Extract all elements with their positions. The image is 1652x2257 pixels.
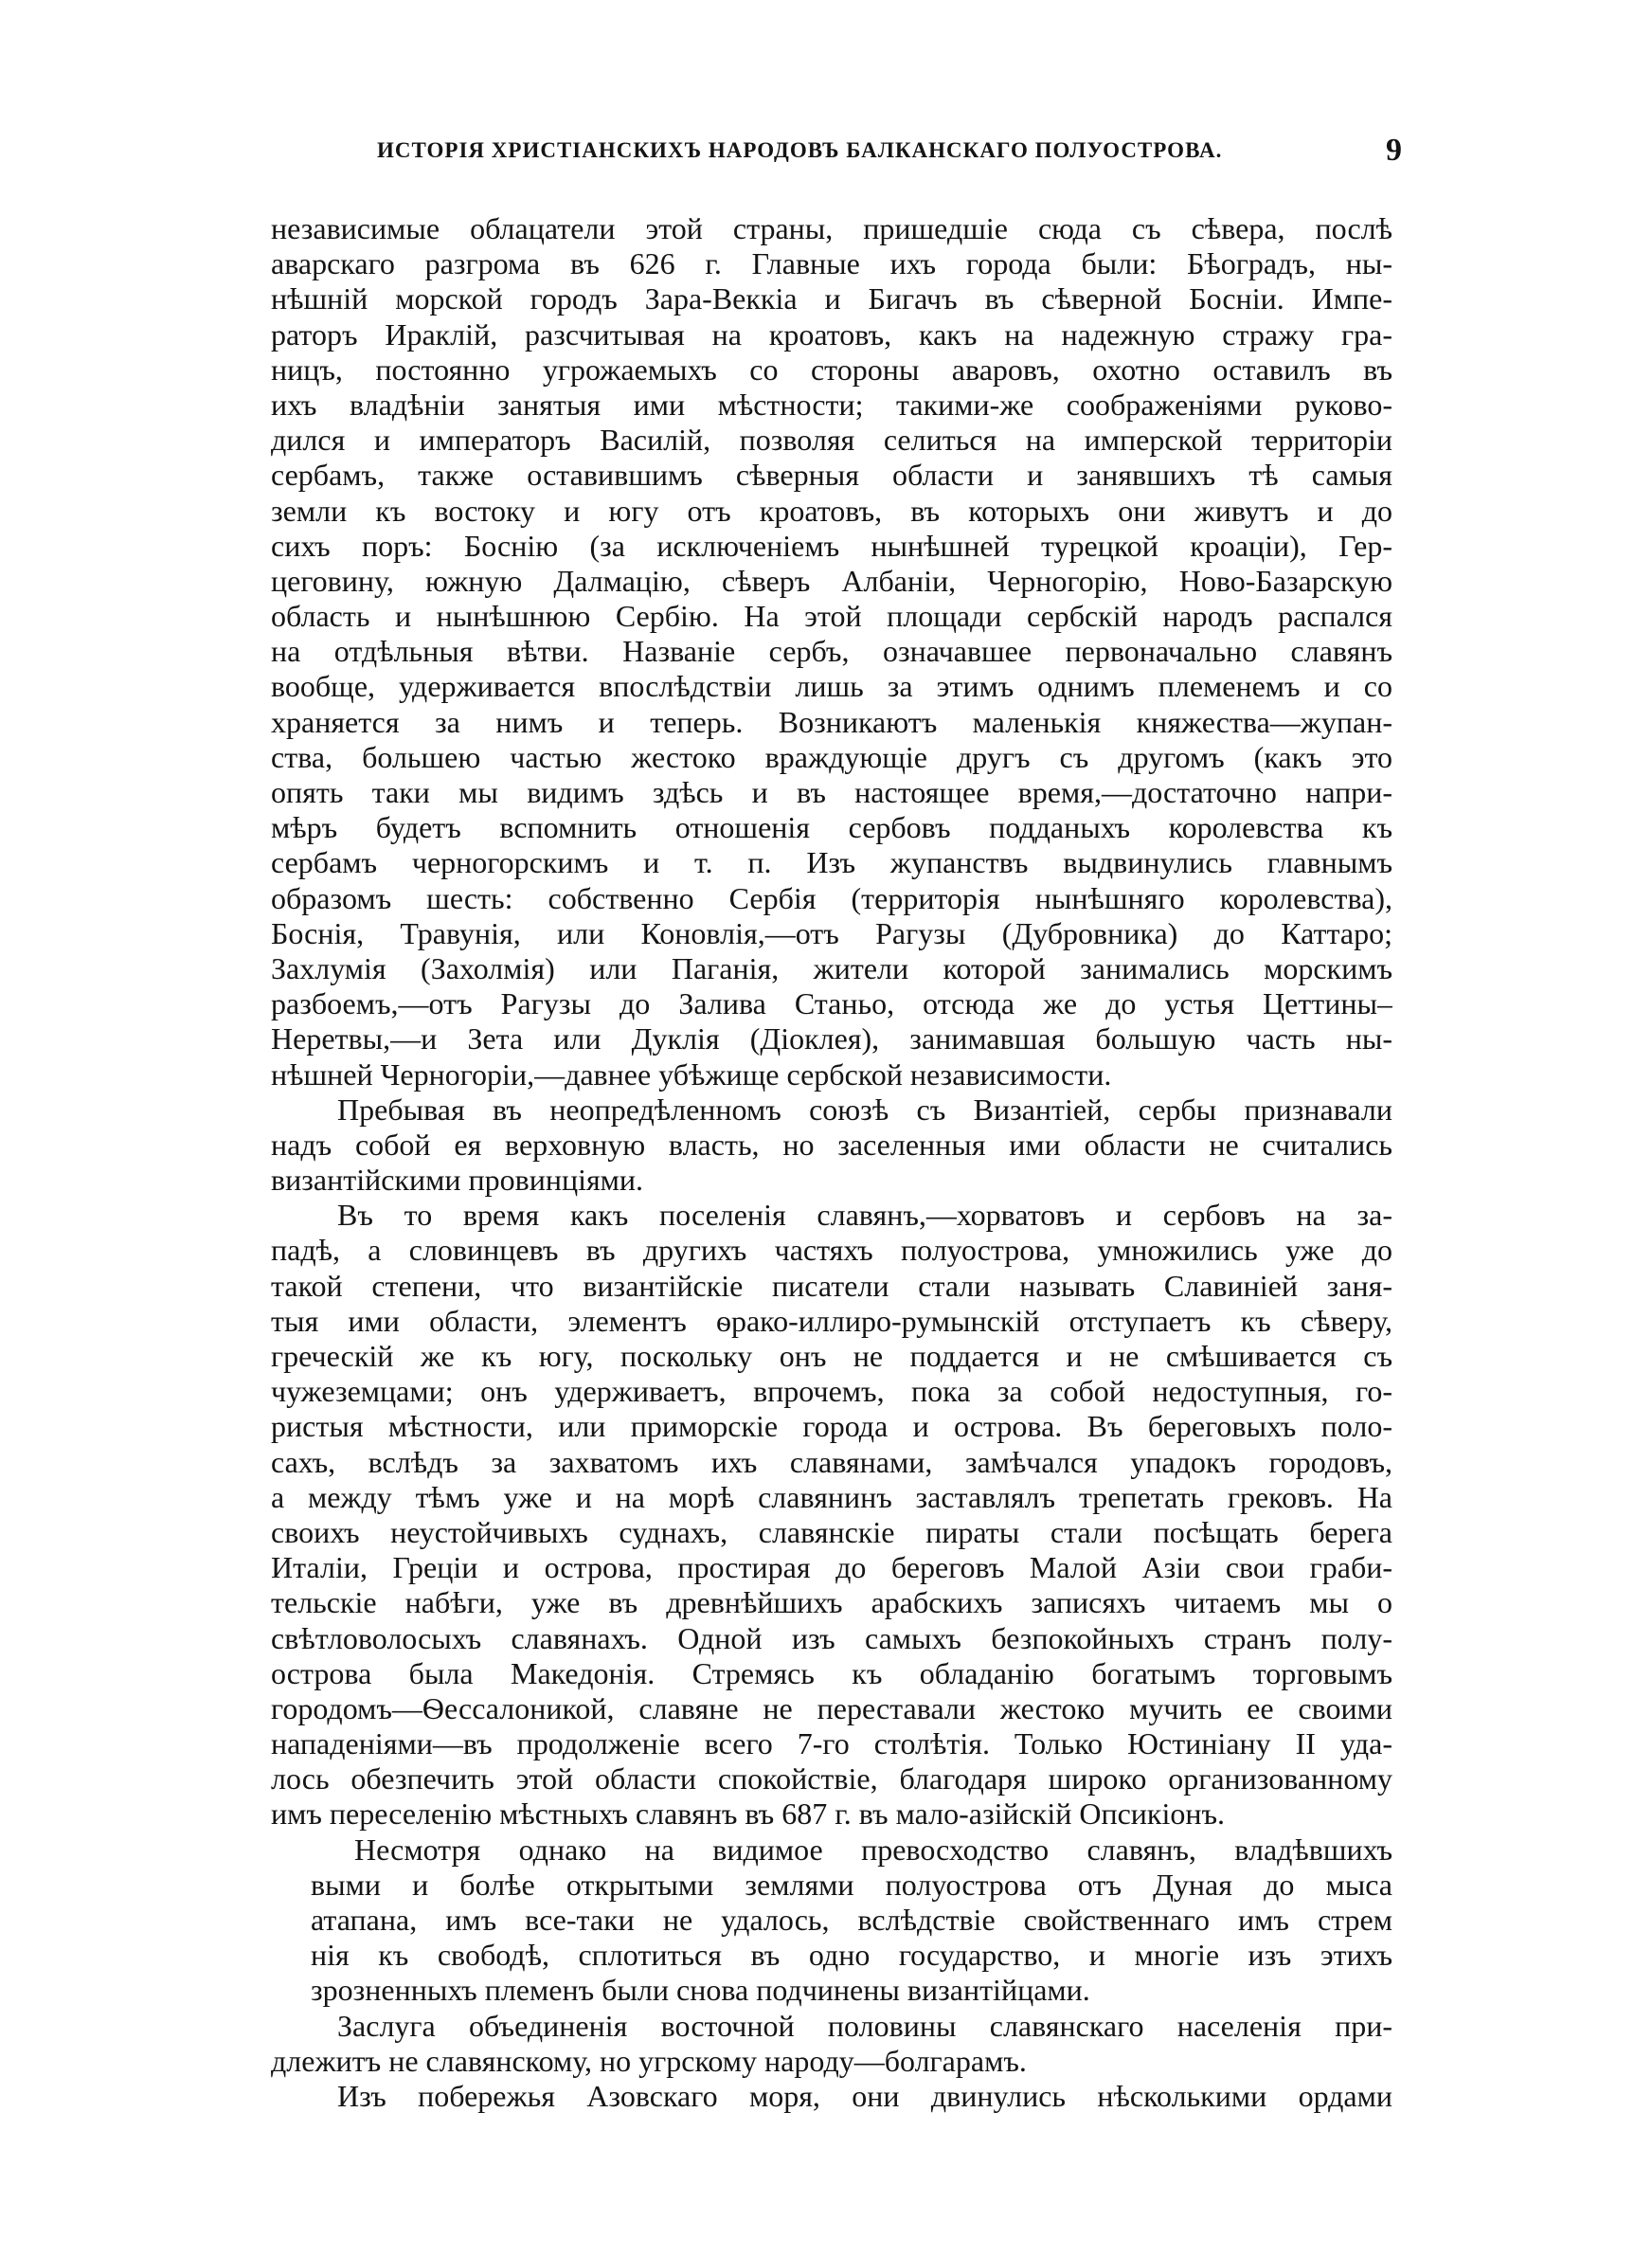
text-line: область и нынѣшнюю Сербію. На этой площади сербскій народъ распался xyxy=(271,599,1392,634)
text-line: разбоемъ,—отъ Рагузы до Залива Станьо, отсюда же до устья Цеттины– xyxy=(271,986,1392,1021)
text-line: ства, большею частью жестоко враждующіе другъ съ другомъ (какъ это xyxy=(271,739,1392,774)
text-line: Несмотря однако на видимое превосходство славянъ, владѣвшихъ xyxy=(354,1832,1392,1867)
text-line: имъ переселенію мѣстныхъ славянъ въ 687 г. въ мало-азійскій Опсикіонъ. xyxy=(271,1797,1226,1832)
text-line: сихъ поръ: Боснію (за исключеніемъ нынѣшней турецкой кроаціи), Гер- xyxy=(271,528,1392,563)
text-line: земли къ востоку и югу отъ кроатовъ, въ которыхъ они живутъ и до xyxy=(271,493,1392,528)
text-line: тельскіе набѣги, уже въ древнѣйшихъ арабскихъ записяхъ читаемъ мы о xyxy=(271,1585,1392,1620)
page-header xyxy=(275,133,1411,171)
text-line: нѣшній морской городъ Зара-Веккіа и Бигачъ въ сѣверной Босніи. Импе- xyxy=(271,281,1392,316)
text-line: Изъ побережья Азовскаго моря, они двинулись нѣсколькими ордами xyxy=(337,2078,1392,2113)
text-line: такой степени, что византійскіе писатели стали называть Славиніей заня- xyxy=(271,1268,1392,1303)
text-line: Захлумія (Захолмія) или Паганія, жители которой занимались морскимъ xyxy=(271,950,1392,985)
text-line: Въ то время какъ поселенія славянъ,—хорватовъ и сербовъ на за- xyxy=(337,1198,1392,1233)
text-line: ихъ владѣніи занятыя ими мѣстности; такими-же соображеніями руково- xyxy=(271,387,1392,422)
text-line: вообще, удерживается впослѣдствіи лишь за этимъ однимъ племенемъ и со xyxy=(271,669,1392,704)
text-line: острова была Македонія. Стремясь къ обладанію богатымъ торговымъ xyxy=(271,1655,1392,1690)
paragraph-1 xyxy=(271,211,1392,1092)
paragraph-4 xyxy=(271,1833,1392,2009)
text-line: нія къ свободѣ, сплотиться въ одно государство, и многіе изъ этихъ xyxy=(311,1938,1392,1973)
text-line: сербамъ черногорскимъ и т. п. Изъ жупанствъ выдвинулись главнымъ xyxy=(271,845,1392,880)
text-line: сахъ, вслѣдъ за захватомъ ихъ славянами, замѣчался упадокъ городовъ, xyxy=(271,1444,1392,1479)
text-line: Неретвы,—и Зета или Дуклія (Діоклея), занимавшая большую часть ны- xyxy=(271,1021,1392,1056)
text-line: выми и болѣе открытыми землями полуострова отъ Дуная до мыса xyxy=(311,1867,1392,1902)
text-line: цеговину, южную Далмацію, сѣверъ Албаніи, Черногорію, Ново-Базарскую xyxy=(271,563,1392,598)
text-line: длежитъ не славянскому, но угрскому народу—болгарамъ. xyxy=(271,2043,1027,2078)
text-line: нѣшней Черногоріи,—давнее убѣжище сербской независимости. xyxy=(271,1056,1112,1092)
text-line: Боснія, Травунія, или Коновлія,—отъ Рагузы (Дубровника) до Каттаро; xyxy=(271,915,1392,950)
text-line: храняется за нимъ и теперь. Возникаютъ маленькія княжества—жупан- xyxy=(271,704,1392,739)
text-line: атапана, имъ все-таки не удалось, вслѣдствіе свойственнаго имъ стрем xyxy=(311,1903,1392,1937)
text-line: на отдѣльныя вѣтви. Названіе сербъ, означавшее первоначально славянъ xyxy=(271,634,1392,669)
page-number: 9 xyxy=(1386,133,1402,168)
text-line: Заслуга объединенія восточной половины славянскаго населенія при- xyxy=(337,2008,1392,2043)
text-line: падѣ, а словинцевъ въ другихъ частяхъ полуострова, умножились уже до xyxy=(271,1233,1392,1268)
text-line: греческій же къ югу, поскольку онъ не поддается и не смѣшивается съ xyxy=(271,1339,1392,1373)
text-line: византійскими провинціями. xyxy=(271,1163,644,1198)
paragraph-5 xyxy=(271,2009,1392,2079)
body-text xyxy=(271,211,1392,2114)
text-line: а между тѣмъ уже и на морѣ славянинъ заставлялъ трепетать грековъ. На xyxy=(271,1479,1392,1514)
paragraph-3 xyxy=(271,1198,1392,1832)
text-line: образомъ шесть: собственно Сербія (территорія нынѣшняго королевства), xyxy=(271,880,1392,915)
text-line: Италіи, Греціи и острова, простирая до береговъ Малой Азіи свои граби- xyxy=(271,1550,1392,1585)
text-line: сербамъ, также оставившимъ сѣверныя области и занявшихъ тѣ самыя xyxy=(271,458,1392,493)
text-line: Пребывая въ неопредѣленномъ союзѣ съ Византіей, сербы признавали xyxy=(337,1092,1392,1127)
text-line: нападеніями—въ продолженіе всего 7-го столѣтія. Только Юстиніану II уда- xyxy=(271,1726,1392,1761)
text-line: ристыя мѣстности, или приморскіе города и острова. Въ береговыхъ поло- xyxy=(271,1409,1392,1444)
text-line: надъ собой ея верховную власть, но заселенныя ими области не считались xyxy=(271,1127,1392,1162)
paragraph-2 xyxy=(271,1092,1392,1199)
text-line: аварскаго разгрома въ 626 г. Главные ихъ города были: Бѣоградъ, ны- xyxy=(271,246,1392,281)
text-line: лось обезпечить этой области спокойствіе, благодаря широко организованному xyxy=(271,1761,1392,1797)
paragraph-6 xyxy=(271,2079,1392,2114)
text-line: дился и императоръ Василій, позволяя селиться на имперской территоріи xyxy=(271,423,1392,458)
running-title: ИСТОРІЯ ХРИСТІАНСКИХЪ НАРОДОВЪ БАЛКАНСКАГО ПОЛУОСТРОВА. xyxy=(377,138,1223,162)
text-line: независимые облацатели этой страны, пришедшіе сюда съ сѣвера, послѣ xyxy=(271,211,1392,245)
text-line: тыя ими области, элементъ ѳрако-иллиро-румынскій отступаетъ къ сѣверу, xyxy=(271,1303,1392,1338)
text-line: чужеземцами; онъ удерживаетъ, впрочемъ, пока за собой недоступныя, го- xyxy=(271,1374,1392,1409)
text-line: свѣтловолосыхъ славянахъ. Одной изъ самыхъ безпокойныхъ странъ полу- xyxy=(271,1620,1392,1655)
text-line: мѣръ будетъ вспомнить отношенія сербовъ подданыхъ королевства къ xyxy=(271,810,1392,845)
text-line: раторъ Ираклій, разсчитывая на кроатовъ, какъ на надежную стражу гра- xyxy=(271,316,1392,352)
text-line: своихъ неустойчивыхъ суднахъ, славянскіе пираты стали посѣщать берега xyxy=(271,1514,1392,1549)
text-line: опять таки мы видимъ здѣсь и въ настоящее время,—достаточно напри- xyxy=(271,775,1392,809)
text-line: городомъ—Ѳессалоникой, славяне не переставали жестоко мучить ее своими xyxy=(271,1690,1392,1725)
text-line: зрозненныхъ племенъ были снова подчинены византійцами. xyxy=(311,1973,1090,2008)
text-line: ницъ, постоянно угрожаемыхъ со стороны аваровъ, охотно оставилъ въ xyxy=(271,352,1392,387)
